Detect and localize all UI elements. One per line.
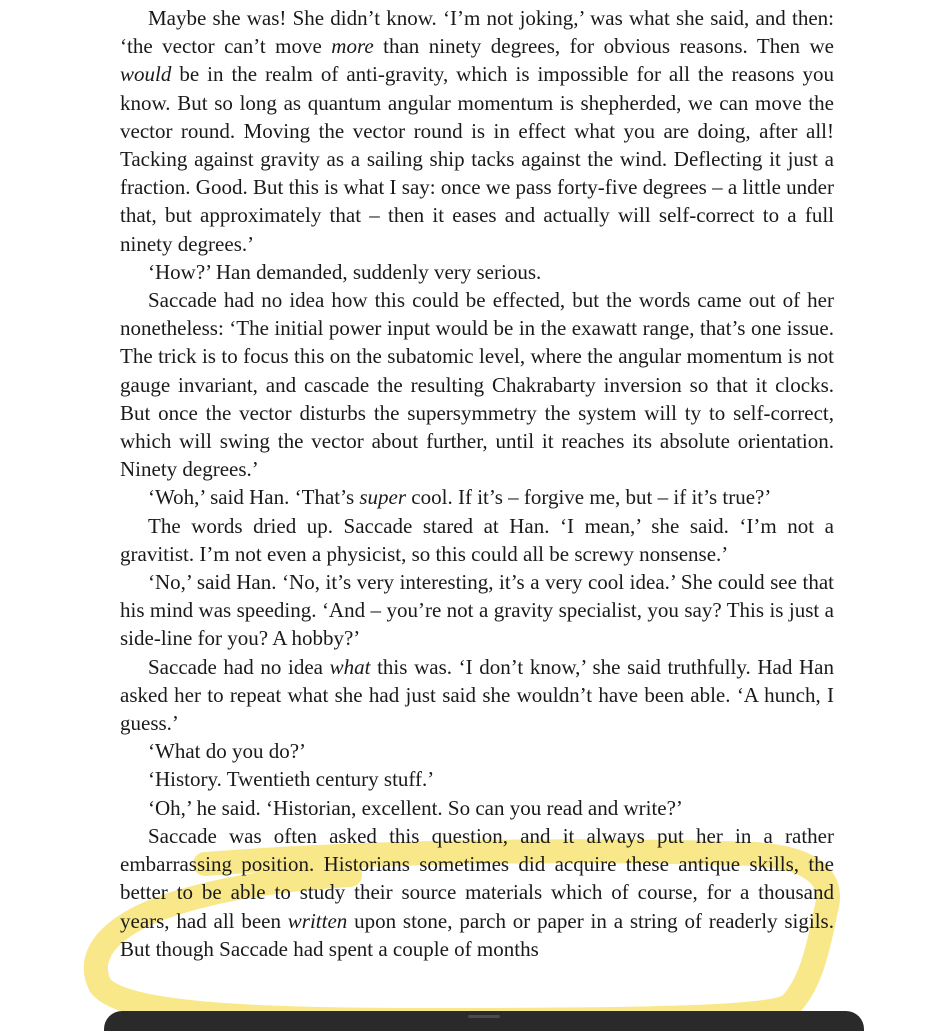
paragraph — [120, 794, 834, 822]
text-run: Saccade had no idea — [148, 654, 330, 679]
italic-text: what — [329, 654, 371, 679]
text-run: Maybe she was! She didn’t know. ‘I’m not joking,’ was what she said, and then: ‘the vector can’t move — [120, 6, 834, 59]
text-run: ‘What do you do?’ — [148, 739, 307, 764]
text-run: this was. ‘I don’t know,’ she said truthfully. Had Han asked her to repeat what she had just said she wouldn’t have been able. ‘A hunch, I guess.’ — [120, 654, 834, 736]
text-run: ‘Woh,’ said Han. ‘That’s — [148, 485, 360, 510]
paragraph — [120, 653, 834, 738]
paragraph — [120, 4, 834, 258]
italic-text: more — [331, 34, 374, 59]
text-run: ‘How?’ Han demanded, suddenly very serious. — [148, 259, 542, 284]
text-run: ‘No,’ said Han. ‘No, it’s very interesting, it’s a very cool idea.’ She could see that his mind was speeding. ‘And – you’re not a gravity specialist, you say? This is just a side-line for you? A hobby?’ — [120, 570, 834, 651]
paragraph — [120, 568, 834, 653]
text-run: ‘History. Twentieth century stuff.’ — [148, 767, 435, 792]
text-run: be in the realm of anti-gravity, which is impossible for all the reasons you know. But so long as quantum angular momentum is shepherded, we can move the vector round. Moving the vector round is in effect what you are doing, after all! Tacking against gravity as a sailing ship tacks against the wind. Deflecting it just a fraction. Good. But this is what I say: once we pass forty-five degrees – a little under that, but approximately that – then it eases and actually will self-correct to a full ninety degrees.’ — [120, 62, 834, 256]
toolbar-handle[interactable] — [468, 1015, 500, 1018]
text-run: cool. If it’s – forgive me, but – if it’s true?’ — [406, 485, 772, 510]
text-run: upon stone, parch or paper in a string of readerly sigils. But though Saccade had spent a couple of months — [120, 908, 834, 961]
reader-bottom-toolbar[interactable] — [104, 1011, 864, 1031]
paragraph — [120, 822, 834, 963]
text-run: Saccade had no idea how this could be effected, but the words came out of her nonetheless: ‘The initial power input would be in the exawatt range, that’s one issue. The trick is to focus this on the subatomic level, where the angular momentum is not gauge invariant, and cascade the resulting Chakrabarty inversion so that it clocks. But once the vector disturbs the supersymmetry the system will ty to self-correct, which will swing the vector about further, until it reaches its absolute orientation. Ninety degrees.’ — [120, 288, 834, 482]
paragraph — [120, 737, 834, 765]
paragraph — [120, 512, 834, 568]
paragraph — [120, 286, 834, 483]
italic-text: written — [287, 908, 348, 933]
paragraph — [120, 765, 834, 793]
text-run: than ninety degrees, for obvious reasons. Then we — [373, 34, 834, 59]
italic-text: super — [359, 485, 407, 510]
text-run: Saccade was often asked this question, and it always put her in a rather embarrassing position. Historians sometimes did acquire these antique skills, the better to be able to study their source materials which of course, for a thousand years, had all been — [120, 823, 834, 933]
text-run: ‘Oh,’ he said. ‘Historian, excellent. So can you read and write?’ — [148, 795, 683, 820]
book-page-text — [120, 4, 834, 963]
paragraph — [120, 258, 834, 286]
italic-text: would — [120, 62, 172, 87]
text-run: The words dried up. Saccade stared at Han. ‘I mean,’ she said. ‘I’m not a gravitist. I’m not even a physicist, so this could all be screwy nonsense.’ — [120, 513, 834, 566]
paragraph — [120, 483, 834, 511]
